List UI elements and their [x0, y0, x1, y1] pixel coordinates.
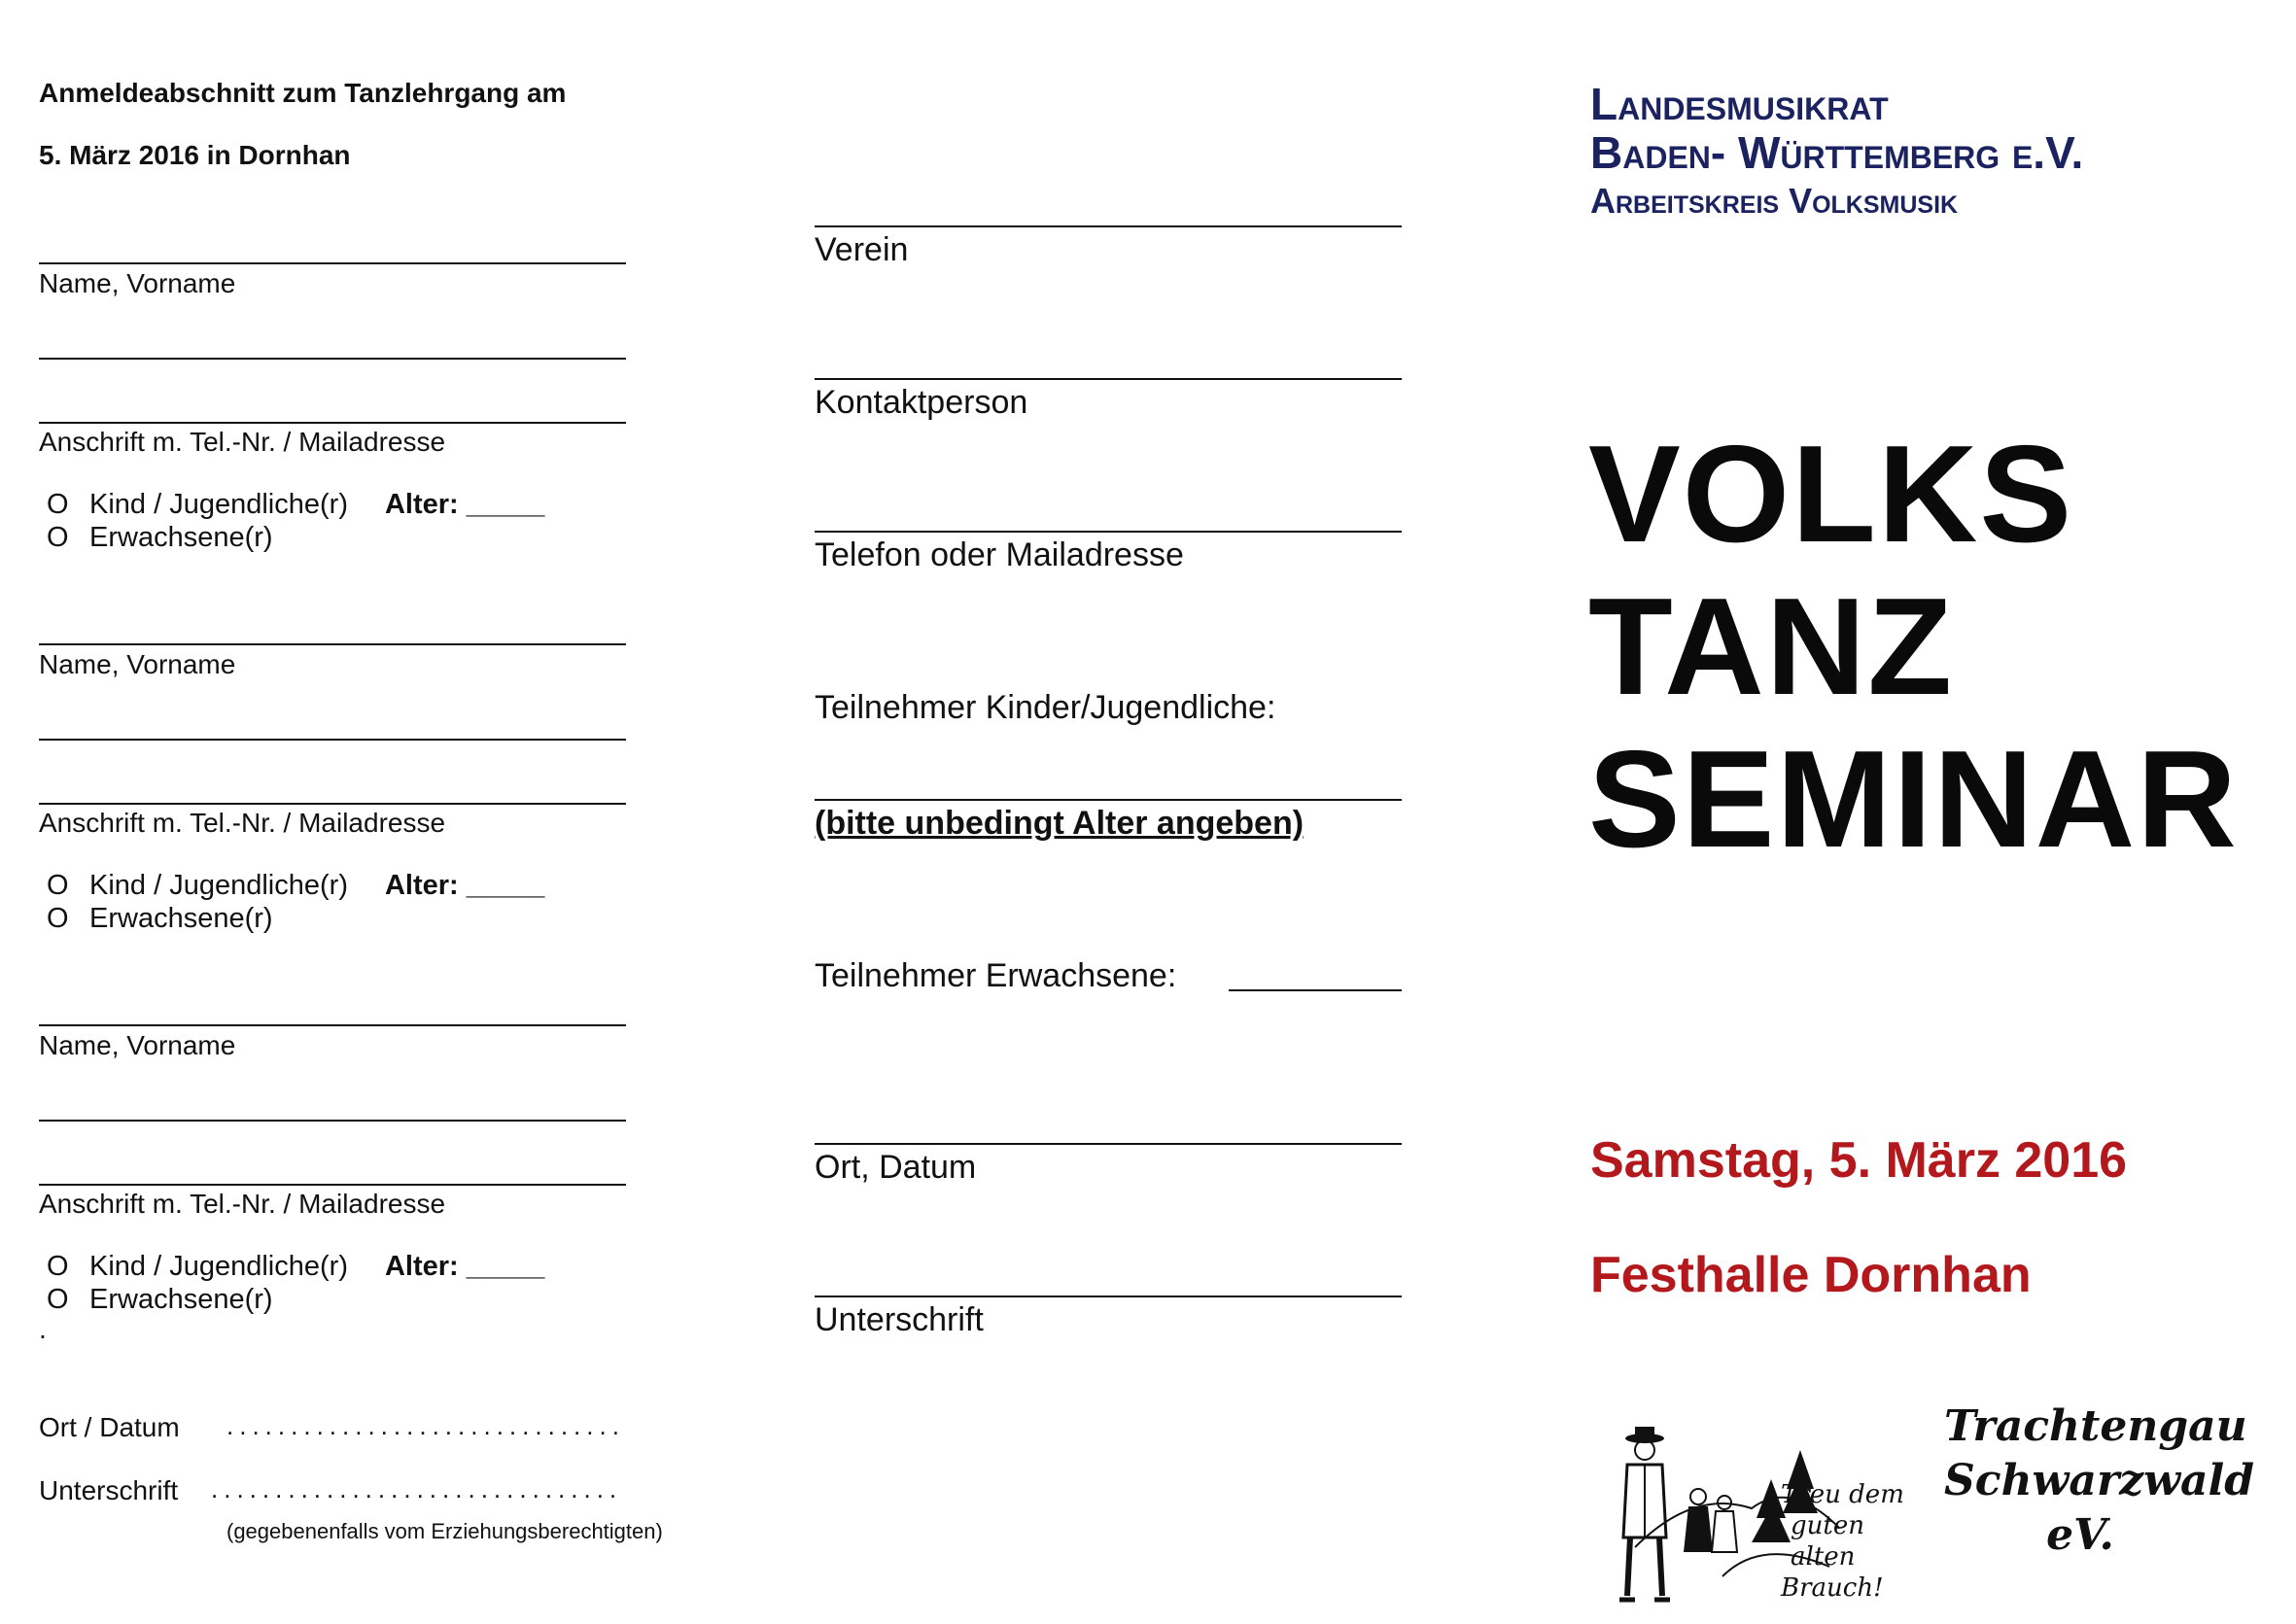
option-child-2[interactable] — [47, 870, 544, 902]
teilnehmer-erwachsene-label: Teilnehmer Erwachsene: — [815, 957, 1177, 994]
address-line-1a[interactable] — [39, 358, 626, 360]
alter-field[interactable]: Alter: _____ — [384, 489, 545, 520]
trachtengau-line3: eV. — [2046, 1510, 2114, 1560]
option-adult-label: Erwachsene(r) — [89, 1284, 273, 1315]
teilnehmer-kinder-label: Teilnehmer Kinder/Jugendliche: — [815, 689, 1276, 726]
ort-datum-field[interactable]: ............................... — [226, 1411, 625, 1440]
address-line-2b[interactable] — [39, 803, 626, 805]
trachtengau-line1: Trachtengau — [1944, 1401, 2247, 1451]
option-adult-label: Erwachsene(r) — [89, 903, 273, 934]
option-child-label: Kind / Jugendliche(r) — [89, 489, 348, 520]
unterschrift-field[interactable]: ................................ — [211, 1474, 623, 1503]
treu-dem-brauch-logo — [1606, 1421, 1907, 1615]
name-line-2[interactable] — [39, 643, 626, 645]
name-line-3[interactable] — [39, 1024, 626, 1026]
seminar-title — [1588, 418, 2239, 876]
option-child-label: Kind / Jugendliche(r) — [89, 870, 348, 901]
name-label-3: Name, Vorname — [39, 1030, 236, 1060]
option-adult-1[interactable] — [47, 522, 273, 554]
ort-datum-label: Ort / Datum — [39, 1412, 180, 1442]
svg-text:guten: guten — [1791, 1511, 1864, 1540]
org-name: Landesmusikrat — [1590, 79, 1889, 129]
option-child-1[interactable] — [47, 489, 544, 521]
address-label-2: Anschrift m. Tel.-Nr. / Mailadresse — [39, 808, 446, 838]
radio-circle[interactable]: O — [47, 903, 69, 934]
title-line-seminar: SEMINAR — [1588, 722, 2239, 877]
ort-datum-mid-label: Ort, Datum — [815, 1149, 977, 1186]
alter-field[interactable]: Alter: _____ — [384, 1251, 545, 1282]
teilnehmer-kinder-line[interactable] — [815, 799, 1402, 801]
verein-line[interactable] — [815, 225, 1402, 227]
event-venue: Festhalle Dornhan — [1590, 1247, 2032, 1303]
telefon-label: Telefon oder Mailadresse — [815, 536, 1184, 573]
alter-hinweis: (bitte unbedingt Alter angeben) — [815, 805, 1305, 842]
name-label-2: Name, Vorname — [39, 649, 236, 679]
svg-text:Treu dem: Treu dem — [1781, 1480, 1904, 1509]
title-line-volks: VOLKS — [1588, 417, 2074, 571]
unterschrift-mid-label: Unterschrift — [815, 1301, 984, 1338]
kontaktperson-line[interactable] — [815, 378, 1402, 380]
name-label-1: Name, Vorname — [39, 268, 236, 298]
unterschrift-label: Unterschrift — [39, 1475, 179, 1505]
verein-label: Verein — [815, 231, 909, 268]
option-adult-3[interactable] — [47, 1284, 273, 1316]
form-heading-date: 5. März 2016 in Dornhan — [39, 140, 351, 170]
radio-circle[interactable]: O — [47, 489, 69, 520]
trachtengau-logo — [1944, 1399, 2254, 1563]
radio-circle[interactable]: O — [47, 522, 69, 553]
teilnehmer-erwachsene-line[interactable] — [1229, 989, 1402, 991]
option-adult-label: Erwachsene(r) — [89, 522, 273, 553]
svg-text:alten: alten — [1791, 1542, 1856, 1572]
address-line-2a[interactable] — [39, 739, 626, 741]
option-child-label: Kind / Jugendliche(r) — [89, 1251, 348, 1282]
guardian-note: (gegebenenfalls vom Erziehungsberechtigten) — [226, 1519, 663, 1543]
title-line-tanz: TANZ — [1588, 570, 1955, 724]
org-subdivision: Arbeitskreis Volksmusik — [1590, 181, 1959, 221]
radio-circle[interactable]: O — [47, 1251, 69, 1282]
radio-circle[interactable]: O — [47, 1284, 69, 1315]
option-adult-2[interactable] — [47, 903, 273, 935]
org-block — [1590, 80, 2083, 225]
address-line-3b[interactable] — [39, 1184, 626, 1186]
org-region: Baden- Württemberg e.V. — [1590, 127, 2084, 178]
telefon-line[interactable] — [815, 531, 1402, 533]
ort-datum-line[interactable] — [815, 1143, 1402, 1145]
address-label-3: Anschrift m. Tel.-Nr. / Mailadresse — [39, 1189, 446, 1219]
unterschrift-line[interactable] — [815, 1296, 1402, 1297]
form-heading: Anmeldeabschnitt zum Tanzlehrgang am — [39, 78, 567, 108]
stray-dot: . — [39, 1314, 47, 1344]
address-line-3a[interactable] — [39, 1120, 626, 1122]
alter-field[interactable]: Alter: _____ — [384, 870, 545, 901]
svg-text:Brauch!: Brauch! — [1781, 1573, 1884, 1603]
event-date: Samstag, 5. März 2016 — [1590, 1132, 2128, 1189]
option-child-3[interactable] — [47, 1251, 544, 1283]
kontaktperson-label: Kontaktperson — [815, 384, 1028, 421]
name-line-1[interactable] — [39, 262, 626, 264]
address-line-1b[interactable] — [39, 422, 626, 424]
address-label-1: Anschrift m. Tel.-Nr. / Mailadresse — [39, 427, 446, 457]
trachtengau-line2: Schwarzwald — [1944, 1456, 2254, 1505]
radio-circle[interactable]: O — [47, 870, 69, 901]
